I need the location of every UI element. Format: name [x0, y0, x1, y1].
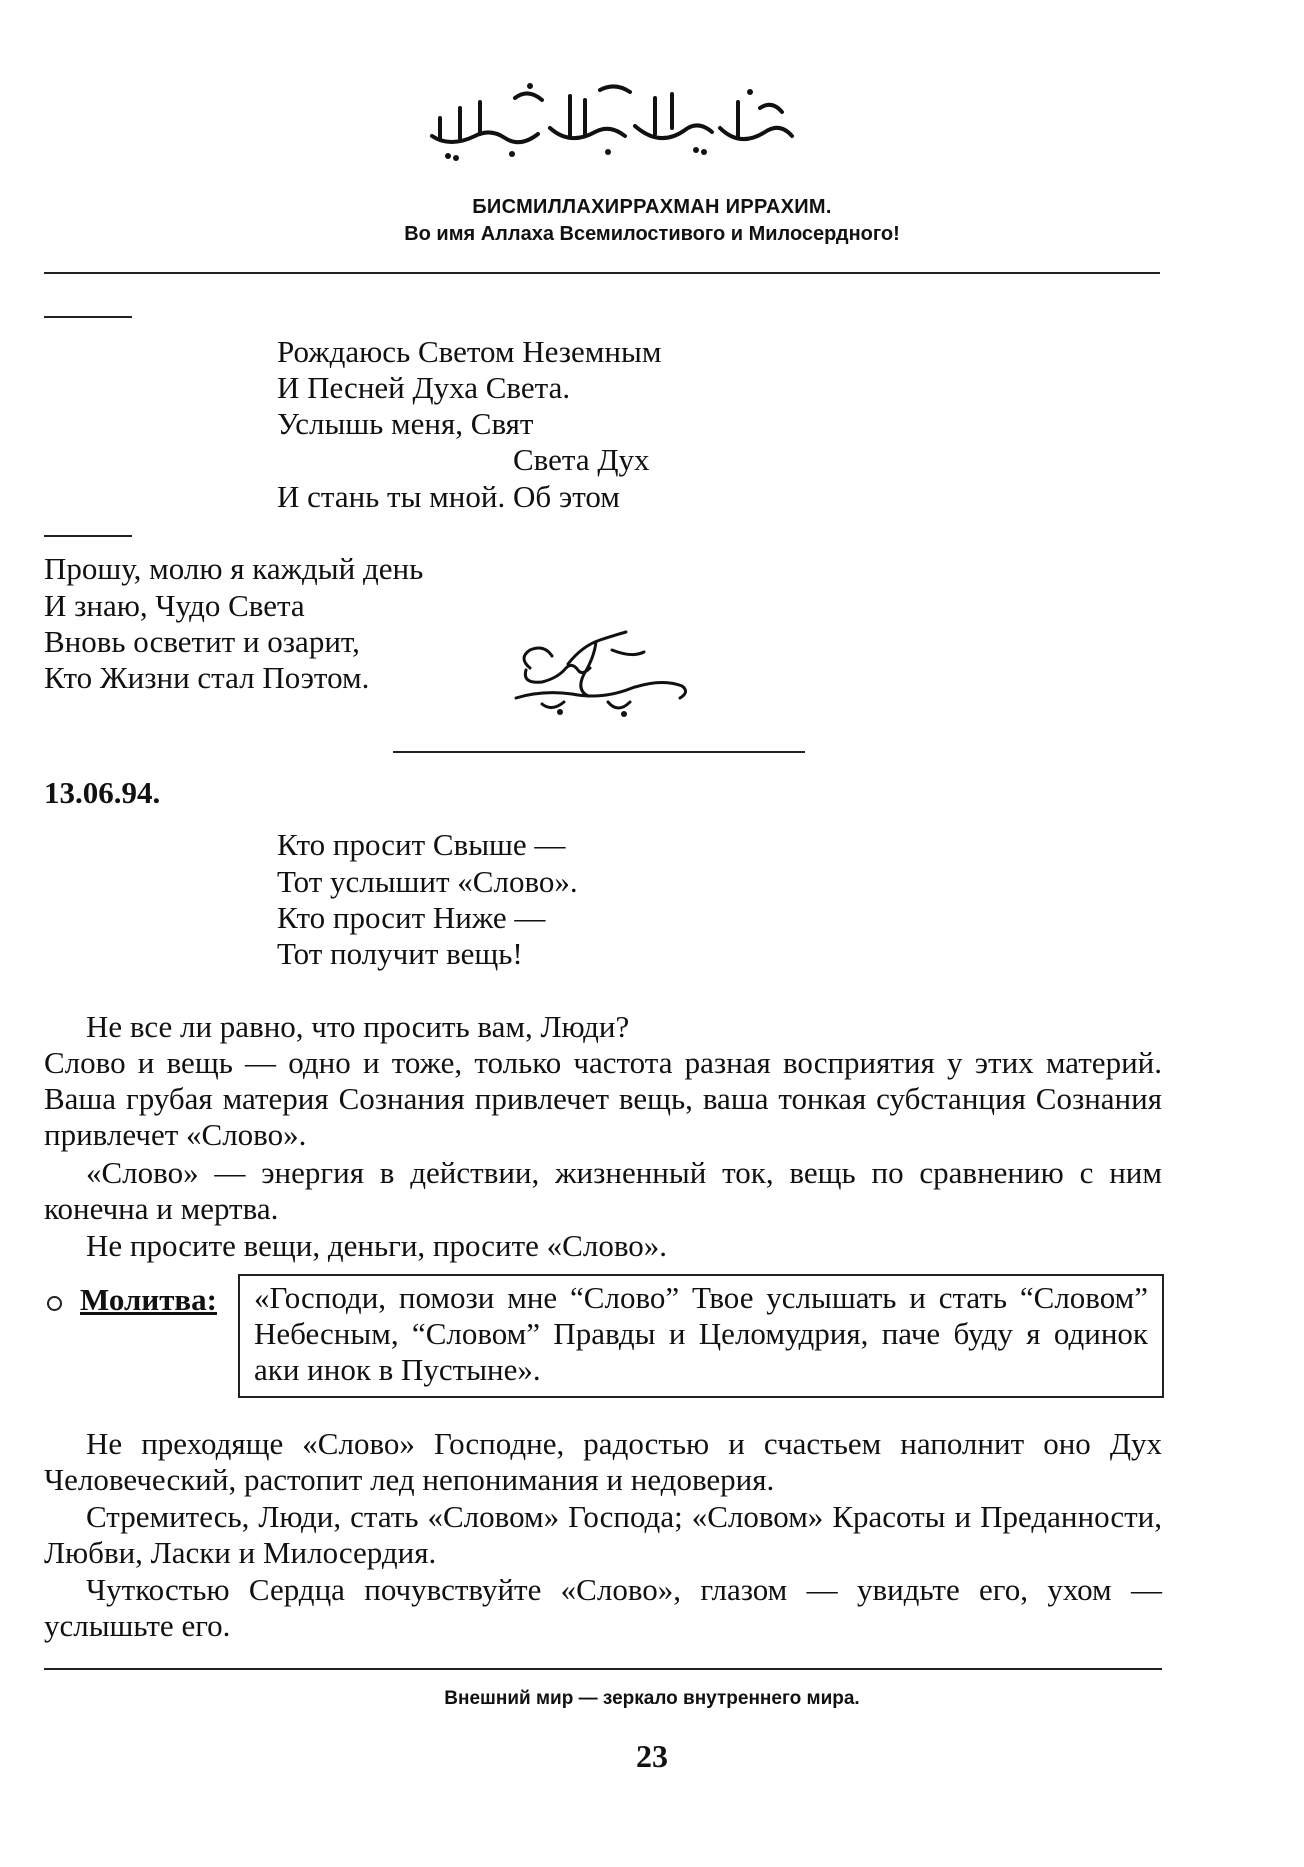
section-divider — [393, 751, 805, 753]
poem-line: Кто Жизни стал Поэтом. — [44, 660, 370, 695]
prayer-box — [238, 1274, 1164, 1398]
poem-line: Тот услышит «Слово». — [277, 864, 578, 899]
poem-line: И стань ты мной. Об этом — [277, 479, 620, 514]
prayer-text: «Господи, помози мне “Слово” Твое услышать и стать “Словом” Небесным, “Словом” Правды и Целомудрия, паче буду я одинок аки инок в Пустыне». — [254, 1280, 1148, 1387]
poem-line: Света Дух — [513, 442, 650, 477]
prayer-label: Молитва: — [80, 1282, 217, 1317]
paragraph: Чуткостью Сердца почувствуйте «Слово», глазом — увидьте его, ухом — услышьте его. — [44, 1572, 1162, 1643]
short-rule-top — [44, 316, 132, 318]
bullet-circle-icon — [47, 1296, 62, 1311]
poem-line: И Песней Духа Света. — [277, 370, 571, 405]
poem-line: Прошу, молю я каждый день — [44, 551, 424, 586]
short-rule-mid — [44, 535, 132, 537]
header-translation: Во имя Аллаха Всемилостивого и Милосердного! — [404, 223, 900, 245]
poem-line: Кто просит Ниже — — [277, 900, 546, 935]
signature — [512, 628, 692, 720]
poem-line: Вновь осветит и озарит, — [44, 624, 360, 659]
poem-line: Услышь меня, Свят — [277, 406, 534, 441]
footer-motto: Внешний мир — зеркало внутреннего мира. — [444, 1688, 860, 1709]
poem-line: И знаю, Чудо Света — [44, 588, 305, 623]
poem-line: Рождаюсь Светом Неземным — [277, 334, 662, 369]
paragraph: Не все ли равно, что просить вам, Люди? — [86, 1009, 630, 1044]
entry-date: 13.06.94. — [44, 775, 161, 810]
page-number: 23 — [636, 1738, 668, 1774]
poem-line: Тот получит вещь! — [277, 936, 523, 971]
paragraph: «Слово» — энергия в действии, жизненный ток, вещь по сравнению с ним конечна и мертва. — [44, 1155, 1162, 1226]
header-divider — [44, 272, 1160, 274]
paragraph: Слово и вещь — одно и тоже, только частота разная восприятия у этих материй. Ваша грубая материя Сознания привлечет вещь, ваша тонкая субстанция Сознания привлечет «Слово». — [44, 1045, 1162, 1152]
paragraph: Стремитесь, Люди, стать «Словом» Господа; «Словом» Красоты и Преданности, Любви, Ласки и Милосердия. — [44, 1499, 1162, 1570]
bismillah-calligraphy — [420, 78, 800, 168]
paragraph: Не преходяще «Слово» Господне, радостью и счастьем наполнит оно Дух Человеческий, растопит лед непонимания и недоверия. — [44, 1426, 1162, 1497]
paragraph: Не просите вещи, деньги, просите «Слово». — [86, 1228, 667, 1263]
poem-line: Кто просит Свыше — — [277, 827, 566, 862]
header-transliteration: БИСМИЛЛАХИРРАХМАН ИРРАХИМ. — [472, 196, 832, 218]
footer-divider — [44, 1668, 1162, 1670]
